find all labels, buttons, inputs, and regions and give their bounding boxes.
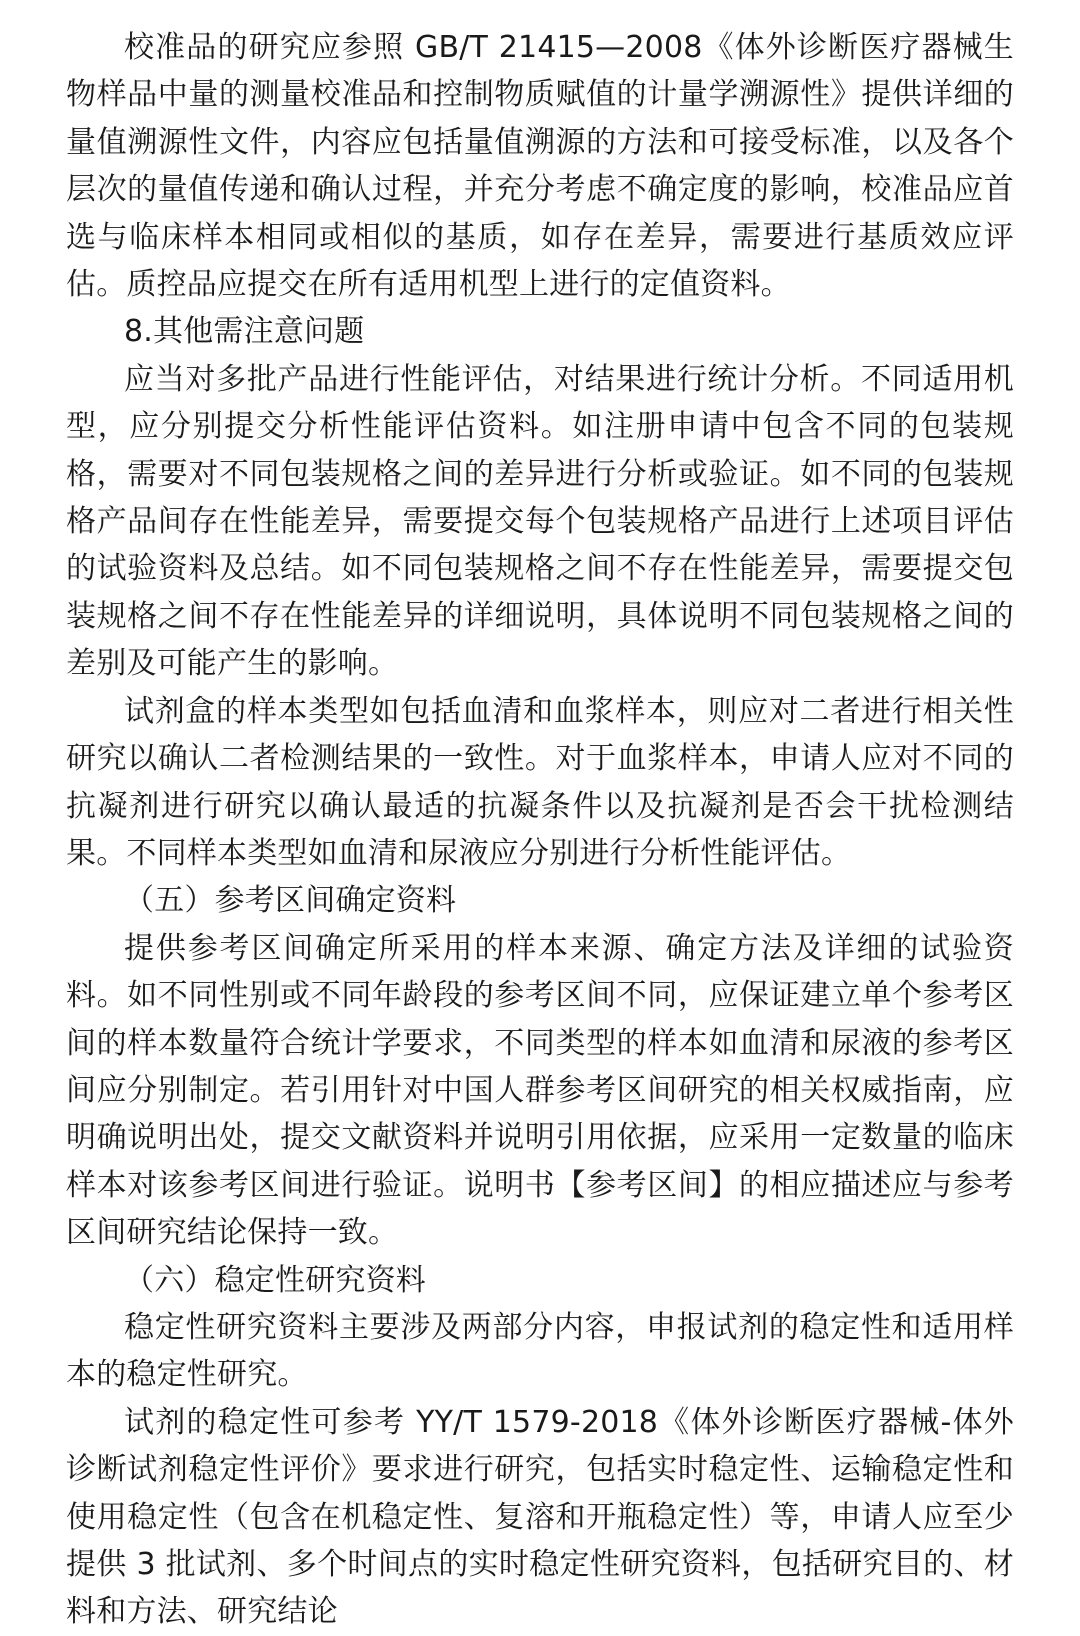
section-heading-reference-interval: （五）参考区间确定资料 [124,883,457,919]
paragraph-reference-interval: 提供参考区间确定所采用的样本来源、确定方法及详细的试验资料。如不同性别或不同年龄段的参考区间不同，应保证建立单个参考区间的样本数量符合统计学要求，不同类型的样本如血清和尿液的参考区间应分别制定。若引用针对中国人群参考区间研究的相关权威指南，应明确说明出处，提交文献资料并说明引用依据，应采用一定数量的临床样本对该参考区间进行验证。说明书【参考区间】的相应描述应与参考区间研究结论保持一致。 [66,930,1014,1251]
section-heading-other-issues: 8.其他需注意问题 [124,314,365,350]
paragraph-calibrator-traceability: 校准品的研究应参照 GB/T 21415—2008《体外诊断医疗器械生物样品中量的测量校准品和控制物质赋值的计量学溯源性》提供详细的量值溯源性文件，内容应包括量值溯源的方法和可接受标准，以及各个层次的量值传递和确认过程，并充分考虑不确定度的影响，校准品应首选与临床样本相同或相似的基质，如存在差异，需要进行基质效应评估。质控品应提交在所有适用机型上进行的定值资料。 [66,30,1014,303]
paragraph-reagent-stability: 试剂的稳定性可参考 YY/T 1579-2018《体外诊断医疗器械-体外诊断试剂稳定性评价》要求进行研究，包括实时稳定性、运输稳定性和使用稳定性（包含在机稳定性、复溶和开瓶稳定性）等，申请人应至少提供 3 批试剂、多个时间点的实时稳定性研究资料，包括研究目的、材料和方法、研究结论 [66,1404,1014,1630]
paragraph-multi-batch-evaluation: 应当对多批产品进行性能评估，对结果进行统计分析。不同适用机型，应分别提交分析性能评估资料。如注册申请中包含不同的包装规格，需要对不同包装规格之间的差异进行分析或验证。如不同的包装规格产品间存在性能差异，需要提交每个包装规格产品进行上述项目评估的试验资料及总结。如不同包装规格之间不存在性能差异，需要提交包装规格之间不存在性能差异的详细说明，具体说明不同包装规格之间的差别及可能产生的影响。 [66,361,1014,682]
paragraph-sample-types: 试剂盒的样本类型如包括血清和血浆样本，则应对二者进行相关性研究以确认二者检测结果的一致性。对于血浆样本，申请人应对不同的抗凝剂进行研究以确认最适的抗凝条件以及抗凝剂是否会干扰检测结果。不同样本类型如血清和尿液应分别进行分析性能评估。 [66,693,1014,871]
paragraph-stability-overview: 稳定性研究资料主要涉及两部分内容，申报试剂的稳定性和适用样本的稳定性研究。 [66,1309,1014,1393]
section-heading-stability: （六）稳定性研究资料 [124,1262,426,1298]
